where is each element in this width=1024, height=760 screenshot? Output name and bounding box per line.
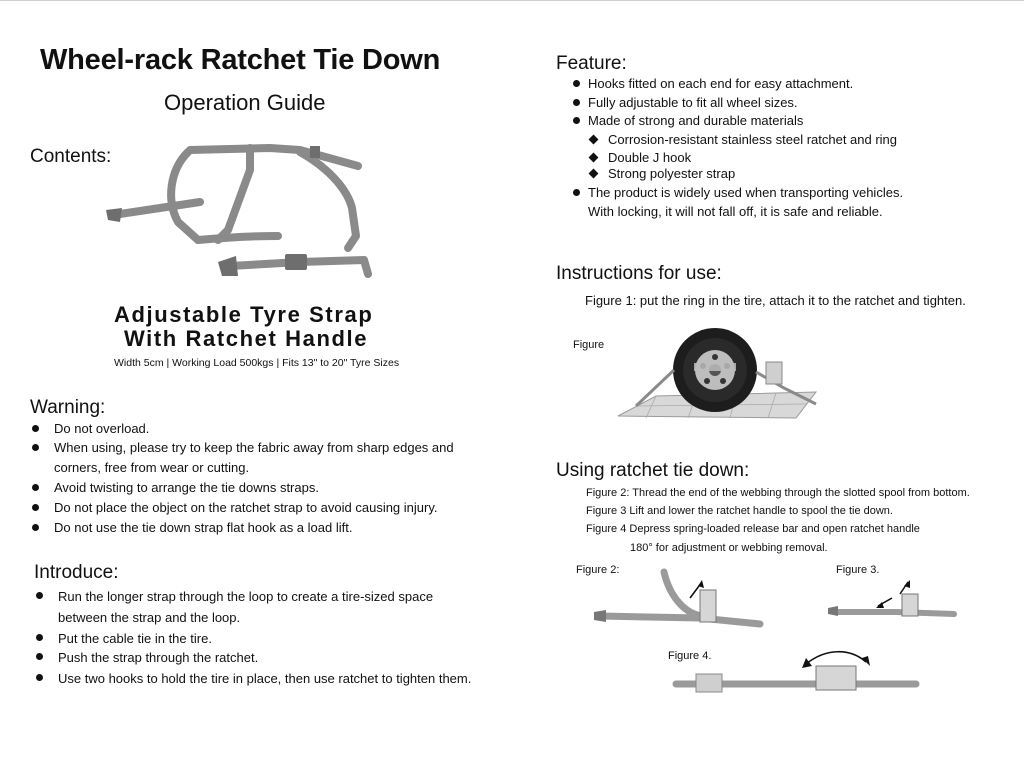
warning-item: Do not overload. — [54, 421, 150, 436]
feature-item: Fully adjustable to fit all wheel sizes. — [588, 95, 798, 110]
feature-item: The product is widely used when transporting vehicles. — [588, 185, 904, 200]
diamond-bullet-icon — [589, 153, 599, 163]
bullet-icon — [36, 592, 43, 599]
tyre-strap-product-image — [100, 140, 380, 288]
feature-item-continued: With locking, it will not fall off, it is safe and reliable. — [588, 204, 883, 219]
feature-item: Made of strong and durable materials — [588, 113, 804, 128]
ratchet-step-continued: 180° for adjustment or webbing removal. — [630, 542, 828, 554]
ratchet-heading: Using ratchet tie down: — [556, 460, 750, 481]
instructions-heading: Instructions for use: — [556, 263, 722, 284]
introduce-heading: Introduce: — [34, 562, 119, 583]
contents-heading: Contents: — [30, 146, 112, 167]
ratchet-step: Figure 2: Thread the end of the webbing through the slotted spool from bottom. — [586, 487, 970, 499]
bullet-icon — [32, 425, 39, 432]
introduce-item: Push the strap through the ratchet. — [58, 650, 259, 665]
diamond-bullet-icon — [589, 169, 599, 179]
feature-item: Hooks fitted on each end for easy attachment. — [588, 76, 854, 91]
document-title: Wheel-rack Ratchet Tie Down — [40, 44, 441, 76]
warning-item-continued: corners, free from wear or cutting. — [54, 460, 250, 475]
top-border — [0, 0, 1024, 1]
warning-item: Do not use the tie down strap flat hook as a load lift. — [54, 520, 353, 535]
product-name-line2: With Ratchet Handle — [124, 326, 369, 351]
introduce-item-continued: between the strap and the loop. — [58, 610, 241, 625]
figure2-label: Figure 2: — [576, 564, 620, 576]
bullet-icon — [32, 484, 39, 491]
feature-heading: Feature: — [556, 53, 627, 74]
introduce-item: Put the cable tie in the tire. — [58, 631, 212, 646]
bullet-icon — [36, 634, 43, 641]
feature-sub-item: Strong polyester strap — [608, 166, 736, 181]
ratchet-step: Figure 4 Depress spring-loaded release bar and open ratchet handle — [586, 523, 920, 535]
bullet-icon — [573, 80, 580, 87]
bullet-icon — [573, 189, 580, 196]
tire-on-net-figure — [616, 328, 826, 422]
diamond-bullet-icon — [589, 135, 599, 145]
warning-heading: Warning: — [30, 397, 106, 418]
figure1-caption: Figure 1: put the ring in the tire, attach it to the ratchet and tighten. — [585, 293, 966, 308]
figure3-label: Figure 3. — [836, 564, 880, 576]
ratchet-step: Figure 3 Lift and lower the ratchet handle to spool the tie down. — [586, 505, 893, 517]
bullet-icon — [36, 653, 43, 660]
figure2-ratchet-threading — [590, 568, 770, 632]
bullet-icon — [32, 444, 39, 451]
figure4-ratchet-release — [666, 644, 920, 694]
bullet-icon — [573, 117, 580, 124]
bullet-icon — [573, 99, 580, 106]
feature-sub-item: Corrosion-resistant stainless steel ratchet and ring — [608, 132, 898, 147]
warning-item: Do not place the object on the ratchet strap to avoid causing injury. — [54, 500, 438, 515]
bullet-icon — [32, 504, 39, 511]
introduce-item: Use two hooks to hold the tire in place, then use ratchet to tighten them. — [58, 671, 472, 686]
figure3-ratchet-lift — [826, 576, 960, 622]
bullet-icon — [36, 674, 43, 681]
introduce-item: Run the longer strap through the loop to create a tire-sized space — [58, 589, 434, 604]
bullet-icon — [32, 524, 39, 531]
product-name-line1: Adjustable Tyre Strap — [114, 302, 374, 327]
figure4-label: Figure 4. — [668, 650, 712, 662]
document-subtitle: Operation Guide — [164, 90, 326, 115]
warning-item: Avoid twisting to arrange the tie downs straps. — [54, 480, 319, 495]
feature-sub-item: Double J hook — [608, 150, 692, 165]
product-specs: Width 5cm | Working Load 500kgs | Fits 13" to 20" Tyre Sizes — [114, 357, 400, 369]
warning-item: When using, please try to keep the fabric away from sharp edges and — [54, 440, 454, 455]
figure-label: Figure — [573, 339, 605, 351]
